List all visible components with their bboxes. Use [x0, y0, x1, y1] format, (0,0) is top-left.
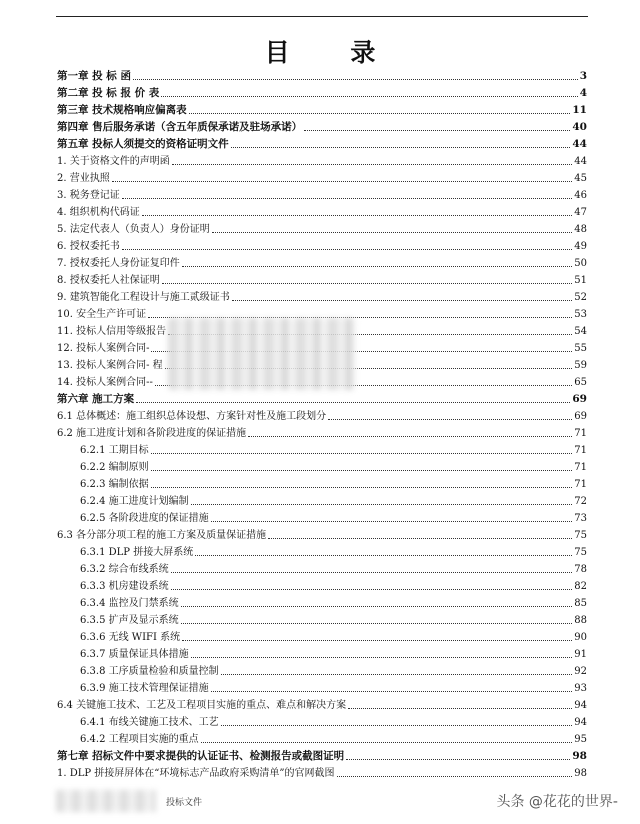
- toc-entry-label: 6.3.6 无线 WIFI 系统: [80, 632, 181, 643]
- toc-entry-row[interactable]: [57, 561, 587, 578]
- dot-leader: [122, 249, 573, 250]
- redaction-blur: [168, 318, 356, 390]
- toc-entry-row[interactable]: [57, 629, 587, 646]
- toc-entry-row[interactable]: [57, 544, 587, 561]
- toc-entry-label: 11. 投标人信用等级报告: [57, 326, 167, 337]
- toc-entry-label: 6.1 总体概述：施工组织总体设想、方案针对性及施工段划分: [57, 411, 327, 422]
- dot-leader: [161, 96, 577, 97]
- toc-entry-label: 2. 营业执照: [57, 173, 110, 184]
- dot-leader: [133, 79, 578, 80]
- toc-entry-row[interactable]: [57, 663, 587, 680]
- dot-leader: [348, 708, 572, 709]
- toc-entry-label: 6.2.2 编制原则: [80, 462, 149, 473]
- toc-entry-label: 6.4.1 布线关键施工技术、工艺: [80, 717, 219, 728]
- dot-leader: [181, 606, 573, 607]
- toc-entry-label: 6.2.5 各阶段进度的保证措施: [80, 513, 209, 524]
- toc-page-number: 98: [574, 768, 587, 779]
- toc-entry-label: 4. 组织机构代码证: [57, 207, 140, 218]
- toc-entry-label: 6.4.2 工程项目实施的重点: [80, 734, 199, 745]
- toc-entry-label: 1. 关于资格文件的声明函: [57, 156, 170, 167]
- toc-entry-row[interactable]: [57, 272, 587, 289]
- toc-entry-row[interactable]: [57, 680, 587, 697]
- dot-leader: [211, 521, 573, 522]
- toc-entry-label: 6.2.1 工期目标: [80, 445, 149, 456]
- toc-entry-label: 第七章 招标文件中要求提供的认证证书、检测报告或截图证明: [57, 750, 345, 762]
- dot-leader: [172, 164, 573, 165]
- toc-chapter-row[interactable]: [57, 119, 587, 136]
- toc-page-number: 40: [572, 121, 587, 133]
- toc-page-number: 48: [574, 224, 587, 235]
- dot-leader: [268, 538, 572, 539]
- toc-chapter-row[interactable]: [57, 391, 587, 408]
- dot-leader: [151, 453, 573, 454]
- toc-page-number: 44: [572, 138, 587, 150]
- toc-page-number: 72: [574, 496, 587, 507]
- toc-entry-row[interactable]: [57, 153, 587, 170]
- dot-leader: [201, 742, 573, 743]
- toc-entry-label: 10. 安全生产许可证: [57, 309, 147, 320]
- dot-leader: [171, 572, 573, 573]
- dot-leader: [195, 555, 572, 556]
- dot-leader: [182, 640, 572, 641]
- toc-page-number: 91: [574, 649, 587, 660]
- toc-entry-label: 6.4 关键施工技术、工艺及工程项目实施的重点、难点和解决方案: [57, 700, 347, 711]
- toc-page-number: 4: [579, 87, 587, 99]
- dot-leader: [112, 181, 573, 182]
- toc-page-number: 88: [574, 615, 587, 626]
- toc-page-number: 90: [574, 632, 587, 643]
- toc-entry-row[interactable]: [57, 289, 587, 306]
- toc-page-number: 69: [572, 393, 587, 405]
- toc-entry-label: 第三章 技术规格响应偏离表: [57, 104, 187, 116]
- toc-entry-label: 13. 投标人案例合同- 程: [57, 360, 163, 371]
- toc-page-number: 73: [574, 513, 587, 524]
- toc-page-number: 71: [574, 479, 587, 490]
- toc-page-number: 82: [574, 581, 587, 592]
- toc-entry-label: 6.3.4 监控及门禁系统: [80, 598, 179, 609]
- toc-entry-label: 6.3.9 施工技术管理保证措施: [80, 683, 209, 694]
- toc-entry-label: 7. 授权委托人身份证复印件: [57, 258, 180, 269]
- toc-page-number: 94: [574, 700, 587, 711]
- toc-entry-label: 3. 税务登记证: [57, 190, 120, 201]
- toc-entry-row[interactable]: [57, 765, 587, 782]
- toc-entry-label: 6.3.2 综合布线系统: [80, 564, 169, 575]
- top-rule: [56, 16, 588, 17]
- dot-leader: [189, 113, 571, 114]
- toc-page-number: 3: [579, 70, 587, 82]
- toc-page-number: 51: [574, 275, 587, 286]
- toc-entry-label: 第六章 施工方案: [57, 393, 135, 405]
- toc-entry-label: 9. 建筑智能化工程设计与施工贰级证书: [57, 292, 230, 303]
- page-title: 目 录: [264, 38, 402, 67]
- toc-chapter-row[interactable]: [57, 102, 587, 119]
- dot-leader: [232, 300, 573, 301]
- toc-entry-label: 14. 投标人案例合同--: [57, 377, 153, 388]
- toc-entry-row[interactable]: [57, 187, 587, 204]
- dot-leader: [191, 504, 573, 505]
- toc-page-number: 71: [574, 462, 587, 473]
- dot-leader: [182, 266, 573, 267]
- toc-entry-label: 6. 授权委托书: [57, 241, 120, 252]
- toc-page-number: 92: [574, 666, 587, 677]
- toc-entry-row[interactable]: [57, 731, 587, 748]
- toc-page-number: 49: [574, 241, 587, 252]
- dot-leader: [181, 623, 573, 624]
- toc-entry-row[interactable]: [57, 697, 587, 714]
- toc-chapter-row[interactable]: [57, 85, 587, 102]
- toc-page-number: 47: [574, 207, 587, 218]
- toc-entry-label: 第五章 投标人须提交的资格证明文件: [57, 138, 229, 150]
- toc-entry-row[interactable]: [57, 714, 587, 731]
- toc-page-number: 85: [574, 598, 587, 609]
- toc-chapter-row[interactable]: [57, 748, 587, 765]
- toc-page-number: 11: [572, 104, 587, 116]
- toc-page-number: 93: [574, 683, 587, 694]
- toc-entry-row[interactable]: [57, 578, 587, 595]
- dot-leader: [191, 657, 573, 658]
- toc-entry-label: 第二章 投 标 报 价 表: [57, 87, 160, 99]
- dot-leader: [151, 470, 573, 471]
- dot-leader: [346, 759, 570, 760]
- toc-entry-row[interactable]: [57, 255, 587, 272]
- toc-page-number: 94: [574, 717, 587, 728]
- toc-entry-row[interactable]: [57, 459, 587, 476]
- toc-entry-label: 6.2.4 施工进度计划编制: [80, 496, 189, 507]
- toc-entry-row[interactable]: [57, 595, 587, 612]
- toc-entry-row[interactable]: [57, 442, 587, 459]
- toc-entry-label: 6.3.3 机房建设系统: [80, 581, 169, 592]
- toc-entry-row[interactable]: [57, 646, 587, 663]
- toc-entry-label: 6.3.1 DLP 拼接大屏系统: [80, 547, 194, 558]
- toc-entry-row[interactable]: [57, 204, 587, 221]
- dot-leader: [337, 776, 573, 777]
- dot-leader: [171, 589, 573, 590]
- dot-leader: [211, 691, 573, 692]
- footer-redaction-blur: [56, 790, 156, 812]
- toc-page-number: 46: [574, 190, 587, 201]
- dot-leader: [136, 402, 570, 403]
- toc-entry-label: 6.3.8 工序质量检验和质量控制: [80, 666, 219, 677]
- toc-entry-label: 6.2 施工进度计划和各阶段进度的保证措施: [57, 428, 247, 439]
- toc-page-number: 44: [574, 156, 587, 167]
- dot-leader: [142, 215, 573, 216]
- footer-text: 投标文件: [166, 798, 203, 808]
- dot-leader: [248, 436, 572, 437]
- dot-leader: [304, 130, 570, 131]
- toc-entry-row[interactable]: [57, 425, 587, 442]
- toc-page-number: 52: [574, 292, 587, 303]
- toc-entry-label: 1. DLP 拼接屏屏体在“环境标志产品政府采购清单”的官网截图: [57, 768, 335, 779]
- dot-leader: [221, 674, 573, 675]
- toc-page-number: 65: [574, 377, 587, 388]
- toc-entry-label: 6.3.7 质量保证具体措施: [80, 649, 189, 660]
- toc-chapter-row[interactable]: [57, 68, 587, 85]
- dot-leader: [221, 725, 573, 726]
- toc-page-number: 78: [574, 564, 587, 575]
- dot-leader: [122, 198, 573, 199]
- toc-page-number: 95: [574, 734, 587, 745]
- toc-entry-label: 第四章 售后服务承诺（含五年质保承诺及驻场承诺）: [57, 121, 303, 133]
- dot-leader: [151, 487, 573, 488]
- toc-entry-row[interactable]: [57, 612, 587, 629]
- toc-page-number: 71: [574, 445, 587, 456]
- toc-page-number: 50: [574, 258, 587, 269]
- dot-leader: [162, 283, 573, 284]
- toc-entry-label: 5. 法定代表人（负责人）身份证明: [57, 224, 210, 235]
- dot-leader: [328, 419, 572, 420]
- table-of-contents: [57, 68, 587, 782]
- toc-page-number: 53: [574, 309, 587, 320]
- toc-entry-label: 6.3.5 扩声及显示系统: [80, 615, 179, 626]
- toc-page-number: 54: [574, 326, 587, 337]
- toc-entry-label: 第一章 投 标 函: [57, 70, 131, 82]
- toc-page-number: 98: [572, 750, 587, 762]
- dot-leader: [231, 147, 571, 148]
- toc-page-number: 55: [574, 343, 587, 354]
- toc-entry-row[interactable]: [57, 476, 587, 493]
- toc-entry-row[interactable]: [57, 238, 587, 255]
- toc-entry-label: 12. 投标人案例合同-: [57, 343, 150, 354]
- toc-page-number: 69: [574, 411, 587, 422]
- toc-page-number: 45: [574, 173, 587, 184]
- toc-page-number: 75: [574, 530, 587, 541]
- toc-page-number: 75: [574, 547, 587, 558]
- toc-entry-row[interactable]: [57, 170, 587, 187]
- toc-entry-row[interactable]: [57, 221, 587, 238]
- toc-entry-row[interactable]: [57, 527, 587, 544]
- toc-entry-label: 6.2.3 编制依据: [80, 479, 149, 490]
- toc-page-number: 71: [574, 428, 587, 439]
- toc-chapter-row[interactable]: [57, 136, 587, 153]
- toc-entry-row[interactable]: [57, 510, 587, 527]
- watermark: 头条 @花花的世界-: [496, 794, 618, 810]
- toc-entry-label: 6.3 各分部分项工程的施工方案及质量保证措施: [57, 530, 267, 541]
- toc-entry-row[interactable]: [57, 493, 587, 510]
- toc-entry-label: 8. 授权委托人社保证明: [57, 275, 160, 286]
- dot-leader: [212, 232, 573, 233]
- toc-page-number: 59: [574, 360, 587, 371]
- toc-entry-row[interactable]: [57, 408, 587, 425]
